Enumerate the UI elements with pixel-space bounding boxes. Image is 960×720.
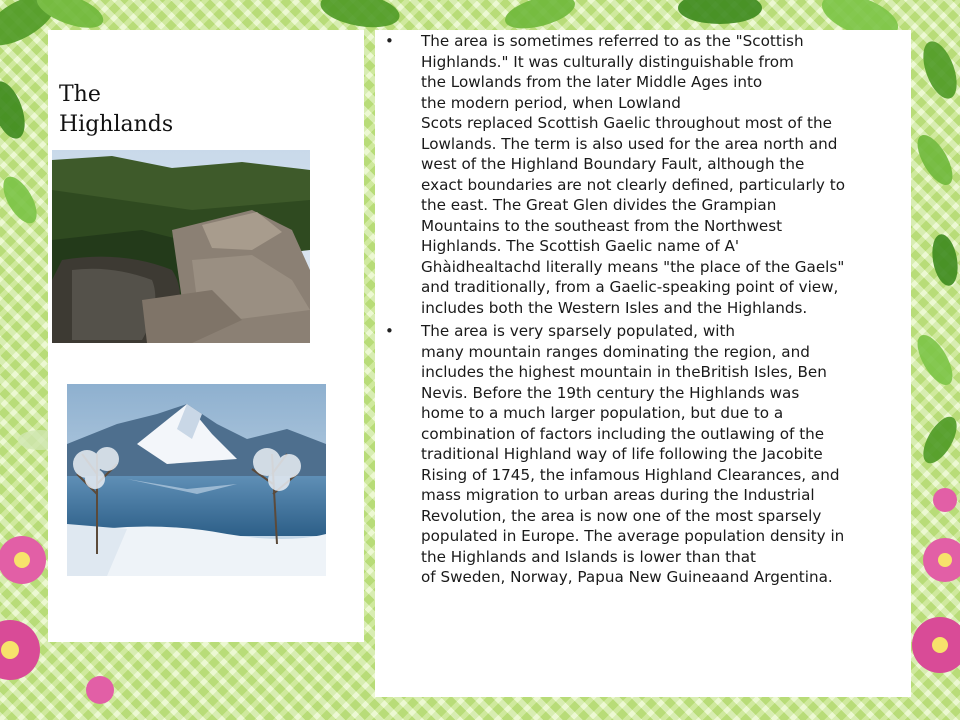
- left-panel: [48, 30, 364, 642]
- bullet-icon: •: [385, 322, 394, 340]
- snowy-loch-photo: [67, 384, 326, 576]
- rocky-river-photo: [52, 150, 310, 343]
- landscape-photo-icon: [52, 150, 310, 343]
- bullet-item: [375, 31, 911, 318]
- bullet-item: [375, 321, 911, 588]
- right-panel: [375, 30, 911, 697]
- landscape-photo-icon: [67, 384, 326, 576]
- flower-cluster-bottom-right: [912, 488, 960, 673]
- bullet-text: The area is very sparsely populated, with many mountain ranges dominating the region, and includes the highest mountain in theBritish Isles, Ben Nevis. Before the 19th century the Highlands was home to a much larger population, but due to a combination of factors including the outlawing of the traditional Highland way of life following the Jacobite Rising of 1745, the infamous Highland Clearances, and mass migration to urban areas during the Industrial Revolution, the area is now one of the most sparsely populated in Europe. The average population density in the Highlands and Islands is lower than that of Sweden, Norway, Papua New Guineaand Argentina.: [421, 322, 845, 586]
- bullet-text: The area is sometimes referred to as the "Scottish Highlands." It was culturally distinguishable from the Lowlands from the later Middle Ages into the modern period, when Lowland Scots replaced Scottish Gaelic throughout most of the Lowlands. The term is also used for the area north and west of the Highland Boundary Fault, although the exact boundaries are not clearly defined, particularly to the east. The Great Glen divides the Grampian Mountains to the southeast from the Northwest Highlands. The Scottish Gaelic name of A' Ghàidhealtachd literally means "the place of the Gaels" and traditionally, from a Gaelic-speaking point of view, includes both the Western Isles and the Highlands.: [421, 32, 845, 317]
- slide-title: The Highlands: [59, 82, 174, 137]
- bullet-icon: •: [385, 32, 394, 50]
- bullet-list: [375, 31, 911, 591]
